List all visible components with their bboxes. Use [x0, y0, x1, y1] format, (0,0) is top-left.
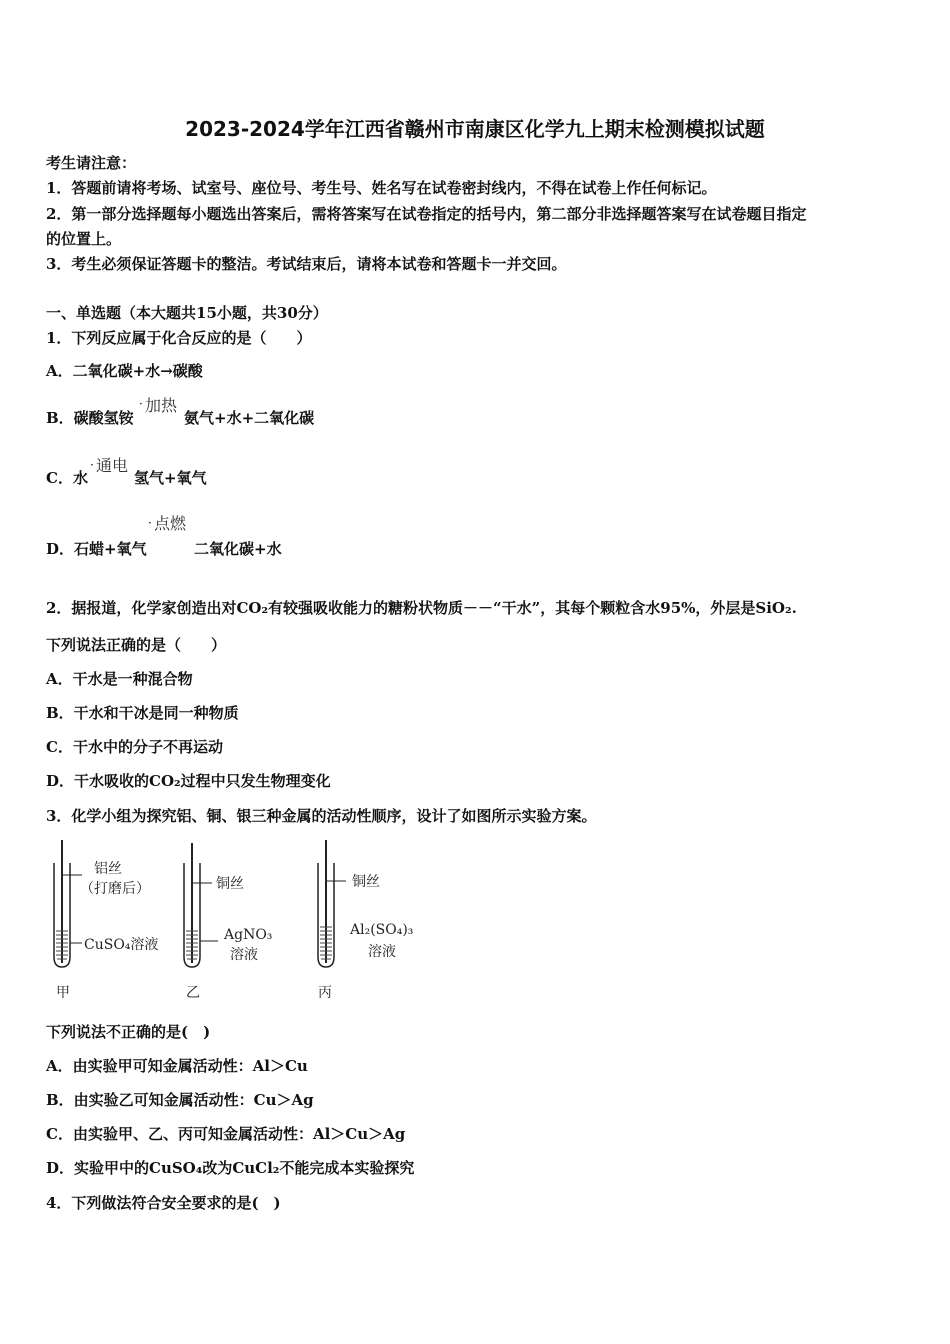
tube2-solution-word: 溶液 — [230, 947, 258, 963]
section-heading: 一、单选题（本大题共15小题，共30分） — [46, 304, 328, 322]
notice-heading: 考生请注意： — [46, 154, 137, 172]
tube3-label: 丙 — [318, 985, 332, 1001]
q2-prompt: 下列说法正确的是（ ） — [46, 636, 227, 654]
notice-item-1: 1．答题前请将考场、试室号、座位号、考生号、姓名写在试卷密封线内，不得在试卷上作任何标记。 — [46, 179, 717, 197]
q3-stem: 3．化学小组为探究铝、铜、银三种金属的活动性顺序，设计了如图所示实验方案。 — [46, 807, 597, 825]
notice-item-3: 3．考生必须保证答题卡的整洁。考试结束后，请将本试卷和答题卡一并交回。 — [46, 255, 567, 273]
tube1-wire-label: 铝丝 — [94, 861, 122, 877]
tube1-note: （打磨后） — [80, 881, 150, 897]
q1-d-dot: · — [148, 516, 152, 530]
q1-option-d-condition: 点燃 — [154, 514, 187, 533]
tube1-label: 甲 — [56, 985, 70, 1001]
tube3-solution-formula: Al₂(SO₄)₃ — [350, 922, 414, 938]
q3-prompt: 下列说法不正确的是( ) — [46, 1023, 211, 1041]
notice-item-2: 2．第一部分选择题每小题选出答案后，需将答案写在试卷指定的括号内，第二部分非选择题答案写在试卷题目指定 — [46, 205, 807, 223]
q2-option-b: B．干水和干冰是同一种物质 — [46, 704, 239, 722]
q1-option-b-left: B．碳酸氢铵 — [46, 409, 134, 427]
q1-option-c-left: C．水 — [46, 469, 88, 487]
q3-option-c: C．由实验甲、乙、丙可知金属活动性：Al＞Cu＞Ag — [46, 1125, 406, 1143]
q2-option-a: A．干水是一种混合物 — [46, 670, 193, 688]
q1-option-b-right: 氨气+水+二氧化碳 — [184, 409, 315, 427]
page-title: 2023-2024学年江西省赣州市南康区化学九上期末检测模拟试题 — [185, 117, 765, 141]
q3-option-a: A．由实验甲可知金属活动性：Al＞Cu — [46, 1057, 308, 1075]
q3-option-b: B．由实验乙可知金属活动性：Cu＞Ag — [46, 1091, 314, 1109]
tube3-wire-label: 铜丝 — [352, 874, 380, 890]
q1-stem: 1．下列反应属于化合反应的是（ ） — [46, 329, 312, 347]
q4-stem: 4．下列做法符合安全要求的是( ) — [46, 1194, 281, 1212]
tube3-solution-word: 溶液 — [368, 944, 396, 960]
q1-option-c-right: 氢气+氧气 — [134, 469, 207, 487]
q1-c-dot: · — [90, 458, 94, 472]
q1-option-c-condition: 通电 — [96, 456, 129, 475]
q3-option-d: D．实验甲中的CuSO₄改为CuCl₂不能完成本实验探究 — [46, 1159, 415, 1177]
q1-option-a: A．二氧化碳+水→碳酸 — [46, 362, 203, 380]
tube1-solution: CuSO₄溶液 — [84, 937, 159, 953]
q1-option-d-left: D．石蜡+氧气 — [46, 540, 147, 558]
q1-option-d-right: 二氧化碳+水 — [194, 540, 282, 558]
tube2-label: 乙 — [186, 985, 200, 1001]
tube2-solution-formula: AgNO₃ — [224, 927, 273, 943]
q2-option-d: D．干水吸收的CO₂过程中只发生物理变化 — [46, 772, 331, 790]
q1-option-b-condition: 加热 — [145, 396, 178, 415]
test-tube-jia — [54, 840, 158, 1001]
notice-item-2-cont: 的位置上。 — [46, 230, 122, 248]
q2-stem: 2．据报道，化学家创造出对CO₂有较强吸收能力的糖粉状物质－－“干水”，其每个颗粒含水95%，外层是SiO₂. — [46, 599, 797, 617]
test-tube-yi — [184, 843, 272, 1001]
q1-b-dot: · — [139, 397, 143, 411]
q2-option-c: C．干水中的分子不再运动 — [46, 738, 223, 756]
test-tube-bing — [318, 840, 413, 1001]
q3-experiment-figure — [40, 835, 460, 1010]
tube2-wire-label: 铜丝 — [216, 876, 244, 892]
